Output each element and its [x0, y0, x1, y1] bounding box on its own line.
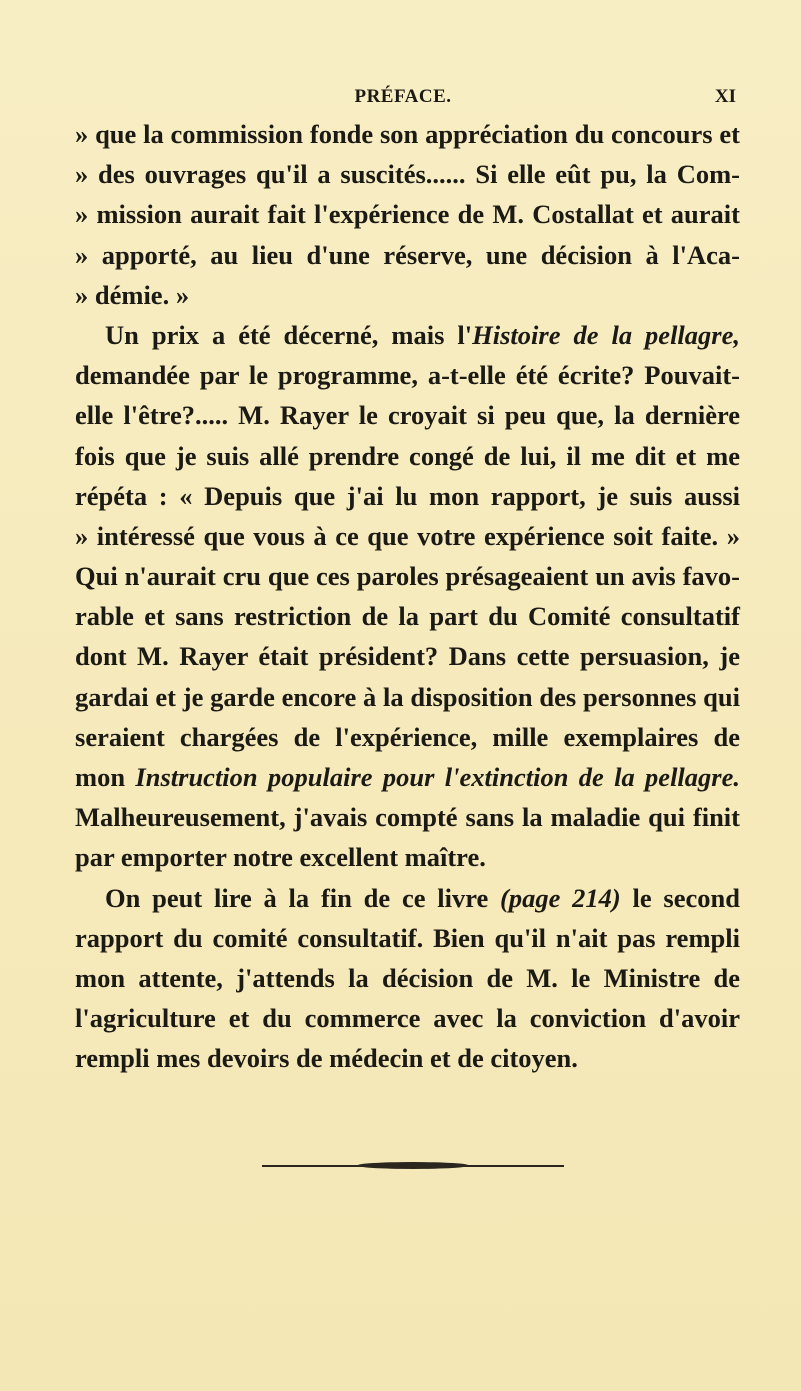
text-span: On peut lire à la fin de ce livre	[105, 882, 501, 913]
text-line: Malheureusement, j'avais compté sans la maladie qui finit	[75, 802, 740, 833]
book-title-italic: Histoire de la pellagre,	[472, 319, 740, 350]
text-line: rable et sans restriction de la part du Comité consultatif	[75, 601, 740, 632]
text-line: » intéressé que vous à ce que votre expérience soit faite. »	[75, 520, 740, 551]
text-line: Qui n'aurait cru que ces paroles présageaient un avis favo-	[75, 561, 740, 592]
text-line: l'agriculture et du commerce avec la conviction d'avoir	[75, 1003, 740, 1034]
text-span: mon	[75, 762, 136, 792]
text-line: » que la commission fonde son appréciation du concours et	[75, 119, 740, 149]
body-text	[75, 114, 740, 1079]
text-line	[75, 315, 740, 355]
text-line: par emporter notre excellent maître.	[75, 842, 486, 873]
text-line: fois que je suis allé prendre congé de lui, il me dit et me	[75, 440, 740, 471]
text-span: Un prix a été décerné, mais l'	[105, 319, 473, 350]
text-line: dont M. Rayer était président? Dans cette persuasion, je	[75, 641, 740, 672]
text-line: elle l'être?..... M. Rayer le croyait si peu que, la dernière	[75, 400, 740, 431]
text-line: seraient chargées de l'expérience, mille exemplaires de	[75, 721, 740, 752]
text-line: » apporté, au lieu d'une réserve, une décision à l'Aca-	[75, 239, 740, 270]
book-title-italic: Instruction populaire pour l'extinction de la pellagre.	[135, 762, 740, 792]
running-title: PRÉFACE.	[354, 86, 452, 107]
text-line: rapport du comité consultatif. Bien qu'il n'ait pas rempli	[75, 922, 740, 953]
text-line: demandée par le programme, a-t-elle été écrite? Pouvait-	[75, 360, 740, 391]
page-number: XI	[714, 86, 736, 107]
text-line	[75, 878, 740, 918]
text-line: » mission aurait fait l'expérience de M. Costallat et aurait	[75, 199, 740, 230]
text-line: rempli mes devoirs de médecin et de citoyen.	[75, 1043, 578, 1074]
text-line	[75, 757, 740, 797]
rule-swell	[357, 1162, 469, 1169]
page-reference-italic: (page 214)	[500, 882, 621, 913]
text-line: » des ouvrages qu'il a suscités...... Si elle eût pu, la Com-	[75, 159, 740, 190]
page-header	[68, 86, 738, 114]
end-rule-ornament	[262, 1161, 564, 1171]
text-span: le second	[620, 882, 740, 913]
text-line: gardai et je garde encore à la disposition des personnes qui	[75, 681, 740, 712]
text-line: mon attente, j'attends la décision de M. le Ministre de	[75, 962, 740, 993]
text-line: » démie. »	[75, 279, 190, 310]
text-line: répéta : « Depuis que j'ai lu mon rapport, je suis aussi	[75, 480, 740, 511]
